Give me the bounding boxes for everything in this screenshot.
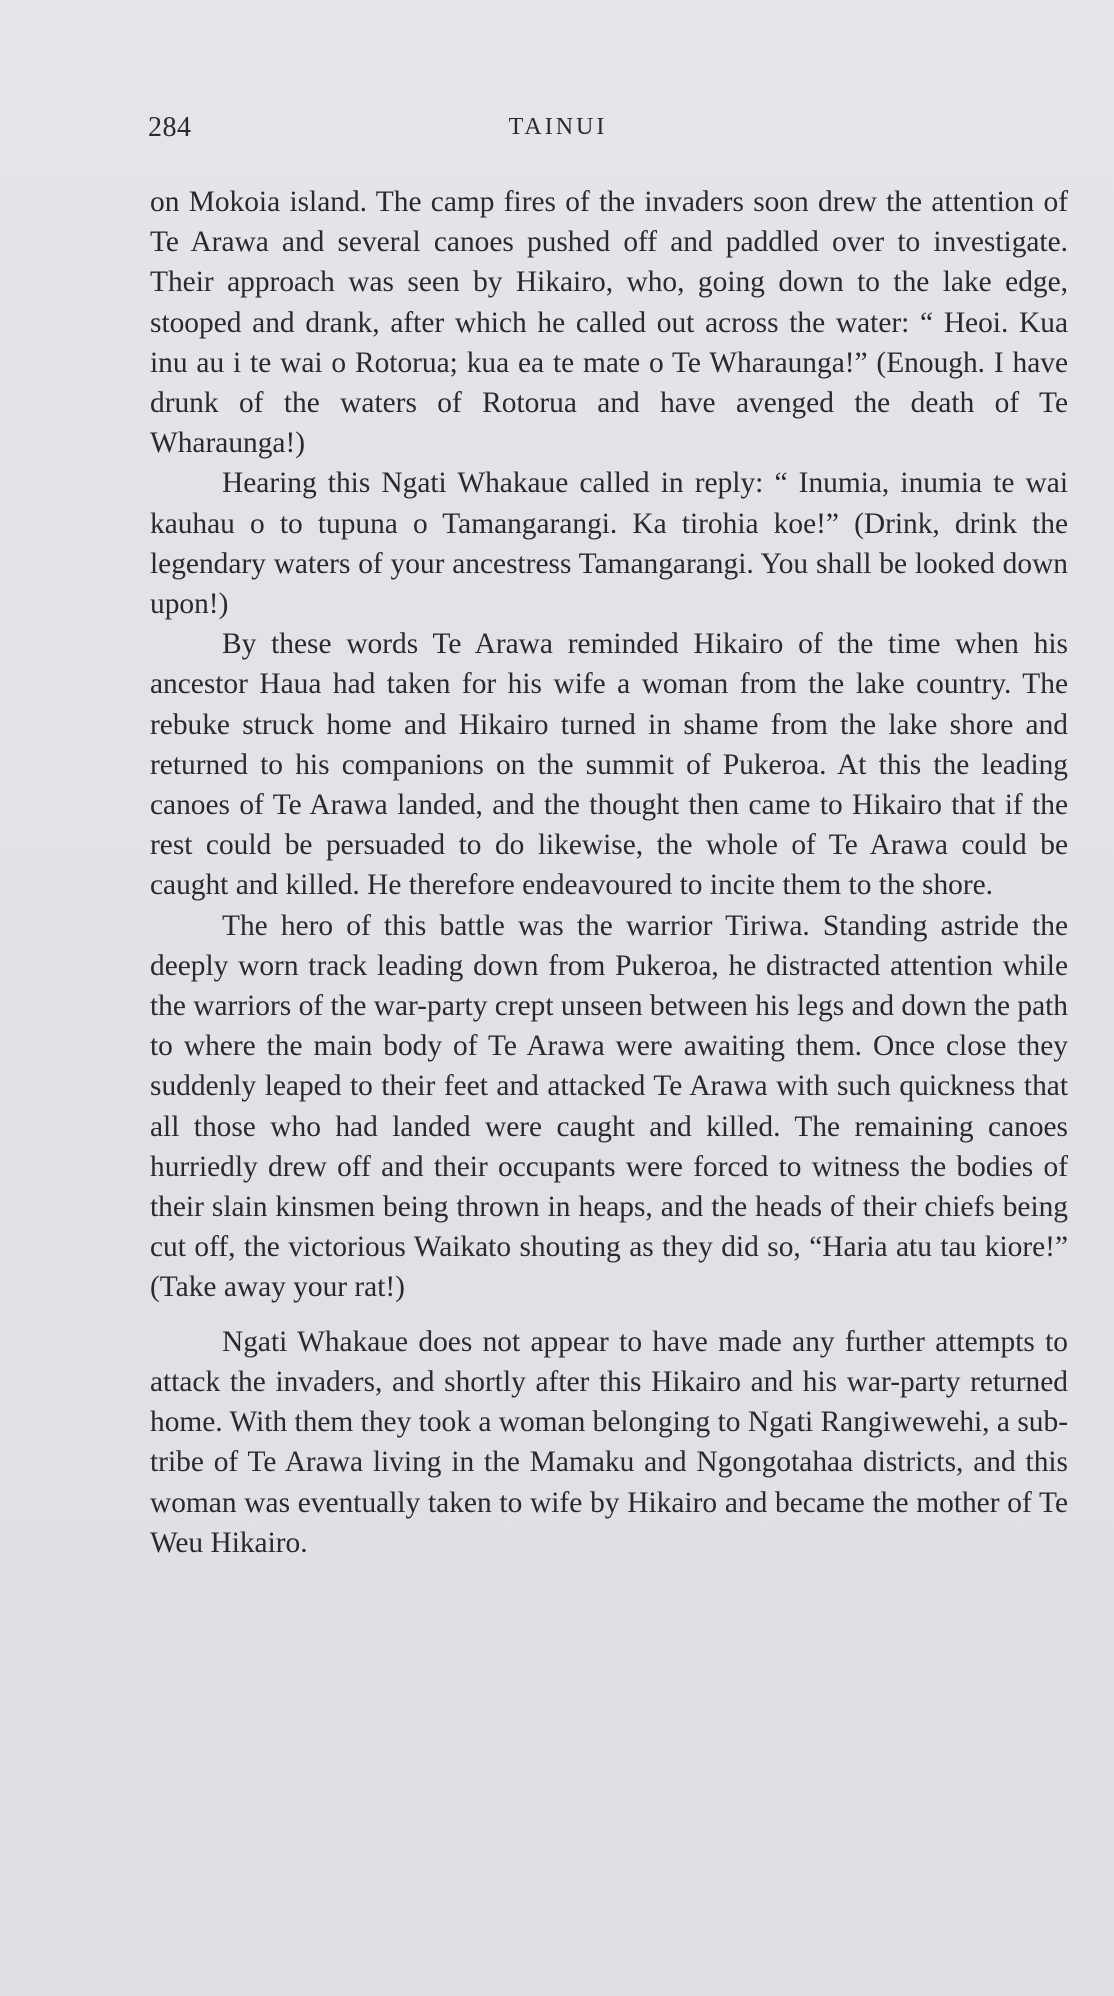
paragraph-1: on Mokoia island. The camp fires of the invaders soon drew the attention of Te Arawa and several canoes pushed off and paddled over to investigate. Their approach was seen by Hikairo, who, going down to the lake edge, stooped and drank, after which he called out across the water: “ Heoi. Kua inu au i te wai o Rotorua; kua ea te mate o Te Wharaunga!” (Enough. I have drunk of the waters of Rotorua and have avenged the death of Te Wharaunga!)	[150, 186, 1068, 460]
page-number: 284	[148, 112, 192, 143]
paragraph-3: By these words Te Arawa reminded Hikairo of the time when his ancestor Haua had taken for his wife a woman from the lake country. The rebuke struck home and Hikairo turned in shame from the lake shore and returned to his companions on the summit of Pukeroa. At this the leading canoes of Te Arawa landed, and the thought then came to Hikairo that if the rest could be persuaded to do likewise, the whole of Te Arawa could be caught and killed. He therefore endeavoured to incite them to the shore.	[150, 628, 1068, 902]
running-title: TAINUI	[508, 114, 608, 140]
body-text	[150, 182, 1068, 1563]
page-header	[148, 112, 1068, 152]
paragraph-4: The hero of this battle was the warrior Tiriwa. Standing astride the deeply worn track leading down from Pukeroa, he distracted attention while the warriors of the war-party crept unseen between his legs and down the path to where the main body of Te Arawa were awaiting them. Once close they suddenly leaped to their feet and attacked Te Arawa with such quickness that all those who had landed were caught and killed. The remaining canoes hurriedly drew off and their occupants were forced to witness the bodies of their slain kinsmen being thrown in heaps, and the heads of their chiefs being cut off, the victorious Waikato shouting as they did so, “Haria atu tau kiore!” (Take away your rat!)	[150, 909, 1068, 1304]
paragraph-2: Hearing this Ngati Whakaue called in reply: “ Inumia, inumia te wai kauhau o to tupuna o Tamangarangi. Ka tirohia koe!” (Drink, drink the legendary waters of your ancestress Tamangarangi. You shall be looked down upon!)	[150, 467, 1068, 621]
paragraph-5: Ngati Whakaue does not appear to have made any further attempts to attack the invaders, and shortly after this Hikairo and his war-party returned home. With them they took a woman belonging to Ngati Rangiwewehi, a sub-tribe of Te Arawa living in the Mamaku and Ngongotahaa districts, and this woman was eventually taken to wife by Hikairo and became the mother of Te Weu Hikairo.	[150, 1325, 1068, 1559]
